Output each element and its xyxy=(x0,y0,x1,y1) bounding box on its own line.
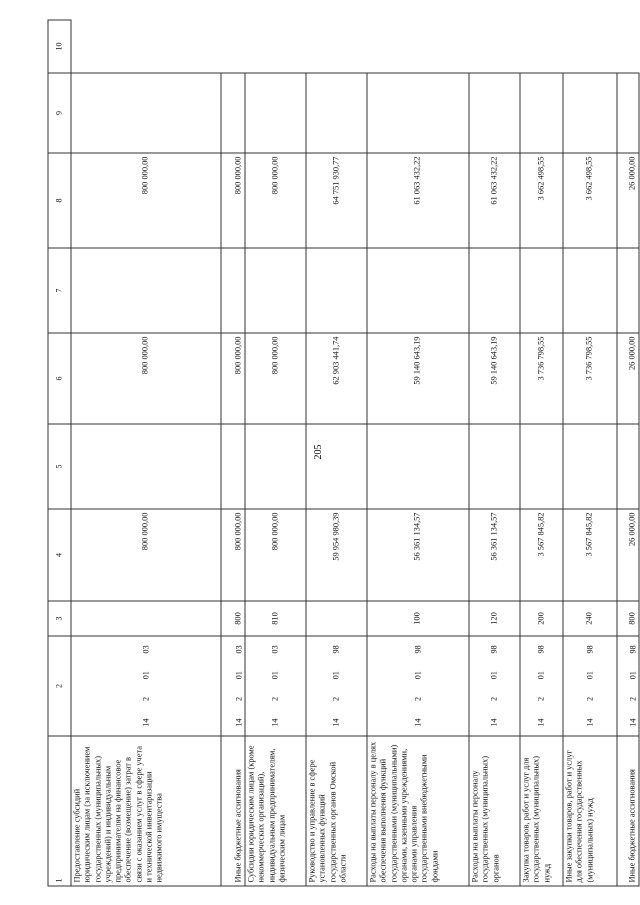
amount-cell xyxy=(469,248,520,333)
col-header-2: 2 xyxy=(48,636,71,736)
amount-cell: 800 000,00 xyxy=(245,333,306,424)
row-name: Иные закупки товаров, работ и услуг для обеспечения государственных (муниципальных) нужд xyxy=(563,736,617,886)
row-name: Закупка товаров, работ и услуг для государственных (муниципальных) нужд xyxy=(520,736,563,886)
amount-cell xyxy=(563,73,617,153)
amount-cell xyxy=(306,73,367,153)
code-group xyxy=(413,636,423,735)
amount-cell xyxy=(617,424,639,509)
expense-type-code: 200 xyxy=(520,601,563,636)
code-cell xyxy=(563,636,617,736)
amount-cell xyxy=(469,424,520,509)
code-group xyxy=(536,636,546,735)
row-name: Расходы на выплаты персоналу в целях обеспечения выполнения функций государственными (муниципальными) органами, казенными учреждениями, органами управления государственными внебюджетными фондами xyxy=(367,736,469,886)
col-header-10: 10 xyxy=(48,20,71,73)
code-part: 98 xyxy=(536,644,545,654)
table-row xyxy=(221,20,245,886)
code-part: 14 xyxy=(412,718,422,727)
row-name: Расходы на выплаты персоналу государственных (муниципальных) органов xyxy=(469,736,520,886)
code-part: 01 xyxy=(412,670,422,679)
col-header-5: 5 xyxy=(48,424,71,509)
page-number: 205 xyxy=(312,444,324,460)
amount-cell xyxy=(563,424,617,509)
amount-cell xyxy=(563,248,617,333)
amount-cell: 56 361 134,57 xyxy=(469,509,520,601)
code-part: 01 xyxy=(489,670,498,679)
amount-cell xyxy=(367,424,469,509)
table-row xyxy=(520,20,563,886)
header-row xyxy=(48,20,71,886)
expense-type-code: 120 xyxy=(469,601,520,636)
code-group xyxy=(141,636,151,735)
code-cell xyxy=(367,636,469,736)
expense-type-code xyxy=(306,601,367,636)
code-part: 01 xyxy=(140,670,150,679)
amount-cell: 62 903 441,74 xyxy=(306,333,367,424)
amount-cell: 3 567 845,82 xyxy=(520,509,563,601)
expense-type-code: 240 xyxy=(563,601,617,636)
table-row xyxy=(367,20,469,886)
expense-type-code: 100 xyxy=(367,601,469,636)
amount-cell xyxy=(520,424,563,509)
amount-cell: 3 567 845,82 xyxy=(563,509,617,601)
col-header-9: 9 xyxy=(48,73,71,153)
code-part: 2 xyxy=(234,696,243,701)
row-name: Иные бюджетные ассигнования xyxy=(617,736,639,886)
code-group xyxy=(331,636,341,735)
table-row xyxy=(306,20,367,886)
amount-cell: 3 736 798,55 xyxy=(563,333,617,424)
code-part: 01 xyxy=(628,670,637,679)
col-header-3: 3 xyxy=(48,601,71,636)
amount-cell: 800 000,00 xyxy=(71,333,221,424)
amount-cell: 59 140 643,19 xyxy=(367,333,469,424)
code-part: 98 xyxy=(628,644,637,654)
code-cell xyxy=(520,636,563,736)
code-part: 98 xyxy=(584,644,594,654)
code-part: 98 xyxy=(331,644,340,654)
expense-type-code: 800 xyxy=(617,601,639,636)
code-part: 2 xyxy=(584,696,594,701)
code-cell xyxy=(245,636,306,736)
table-row xyxy=(245,20,306,886)
code-cell xyxy=(469,636,520,736)
amount-cell: 800 000,00 xyxy=(245,153,306,248)
budget-table xyxy=(47,19,639,886)
code-part: 2 xyxy=(489,696,498,701)
code-cell xyxy=(306,636,367,736)
code-part: 03 xyxy=(270,644,279,654)
amount-cell: 61 063 432,22 xyxy=(367,153,469,248)
amount-cell: 59 140 643,19 xyxy=(469,333,520,424)
amount-cell xyxy=(71,424,221,509)
col-header-4: 4 xyxy=(48,509,71,601)
amount-cell xyxy=(306,424,367,509)
rotated-table-container xyxy=(0,1,640,904)
amount-cell: 3 662 498,55 xyxy=(520,153,563,248)
row-name: Руководство и управление в сфере установленных функций государственных органов Омской области xyxy=(306,736,367,886)
row-name: Предоставление субсидий юридическим лицам (за исключением государственных (муниципальных) учреждений) и индивидуальным предпринимателям на финансовое обеспечение (возмещение) затрат в связи с оказанием услуг в сфере учета и технической инвентаризации недвижимого имущества xyxy=(71,736,221,886)
code-part: 01 xyxy=(270,670,279,679)
amount-cell: 800 000,00 xyxy=(71,153,221,248)
code-part: 14 xyxy=(234,718,243,727)
code-part: 98 xyxy=(412,644,422,654)
amount-cell xyxy=(306,248,367,333)
code-part: 98 xyxy=(489,644,498,654)
col-header-8: 8 xyxy=(48,153,71,248)
amount-cell: 800 000,00 xyxy=(221,333,245,424)
amount-cell xyxy=(520,73,563,153)
code-part: 14 xyxy=(584,718,594,727)
amount-cell: 59 954 980,39 xyxy=(306,509,367,601)
col-header-6: 6 xyxy=(48,333,71,424)
amount-cell xyxy=(245,73,306,153)
code-part: 03 xyxy=(234,644,243,654)
amount-cell xyxy=(245,424,306,509)
code-part: 2 xyxy=(628,696,637,701)
code-part: 01 xyxy=(536,670,545,679)
amount-cell: 64 751 930,77 xyxy=(306,153,367,248)
code-group xyxy=(489,636,499,735)
amount-cell xyxy=(469,73,520,153)
amount-cell: 26 000,00 xyxy=(617,509,639,601)
code-part: 2 xyxy=(331,696,340,701)
code-part: 2 xyxy=(412,696,422,701)
amount-cell: 56 361 134,57 xyxy=(367,509,469,601)
amount-cell: 26 000,00 xyxy=(617,333,639,424)
code-group xyxy=(234,636,244,735)
row-name: Субсидии юридическим лицам (кроме некоммерческих организаций), индивидуальным предпринимателям, физическим лицам xyxy=(245,736,306,886)
amount-cell xyxy=(245,248,306,333)
amount-cell xyxy=(520,248,563,333)
code-group xyxy=(628,636,638,735)
amount-cell: 800 000,00 xyxy=(221,153,245,248)
amount-cell xyxy=(367,73,469,153)
code-part: 14 xyxy=(536,718,545,727)
amount-cell: 800 000,00 xyxy=(245,509,306,601)
code-part: 2 xyxy=(140,696,150,701)
amount-cell xyxy=(367,248,469,333)
amount-cell: 800 000,00 xyxy=(221,509,245,601)
amount-cell: 3 736 798,55 xyxy=(520,333,563,424)
amount-cell xyxy=(221,73,245,153)
amount-cell xyxy=(71,248,221,333)
code-group xyxy=(270,636,280,735)
amount-cell: 800 000,00 xyxy=(71,509,221,601)
col-header-1: 1 xyxy=(48,736,71,886)
code-part: 2 xyxy=(270,696,279,701)
code-cell xyxy=(617,636,639,736)
expense-type-code: 810 xyxy=(245,601,306,636)
expense-type-code: 800 xyxy=(221,601,245,636)
col-header-7: 7 xyxy=(48,248,71,333)
code-part: 01 xyxy=(584,670,594,679)
code-part: 14 xyxy=(270,718,279,727)
amount-cell xyxy=(617,73,639,153)
amount-cell xyxy=(221,424,245,509)
amount-cell xyxy=(617,248,639,333)
amount-cell: 3 662 498,55 xyxy=(563,153,617,248)
table-row xyxy=(469,20,520,886)
row-name: Иные бюджетные ассигнования xyxy=(221,736,245,886)
table-row xyxy=(563,20,617,886)
table-row xyxy=(71,20,221,886)
amount-cell xyxy=(71,73,221,153)
code-group xyxy=(585,636,595,735)
table-row xyxy=(617,20,639,886)
code-cell xyxy=(221,636,245,736)
expense-type-code xyxy=(71,601,221,636)
code-part: 03 xyxy=(140,644,150,654)
code-cell xyxy=(71,636,221,736)
code-part: 14 xyxy=(628,718,637,727)
code-part: 14 xyxy=(140,718,150,727)
amount-cell xyxy=(221,248,245,333)
code-part: 01 xyxy=(331,670,340,679)
code-part: 2 xyxy=(536,696,545,701)
amount-cell: 26 000,00 xyxy=(617,153,639,248)
amount-cell: 61 063 432,22 xyxy=(469,153,520,248)
code-part: 14 xyxy=(331,718,340,727)
code-part: 01 xyxy=(234,670,243,679)
code-part: 14 xyxy=(489,718,498,727)
